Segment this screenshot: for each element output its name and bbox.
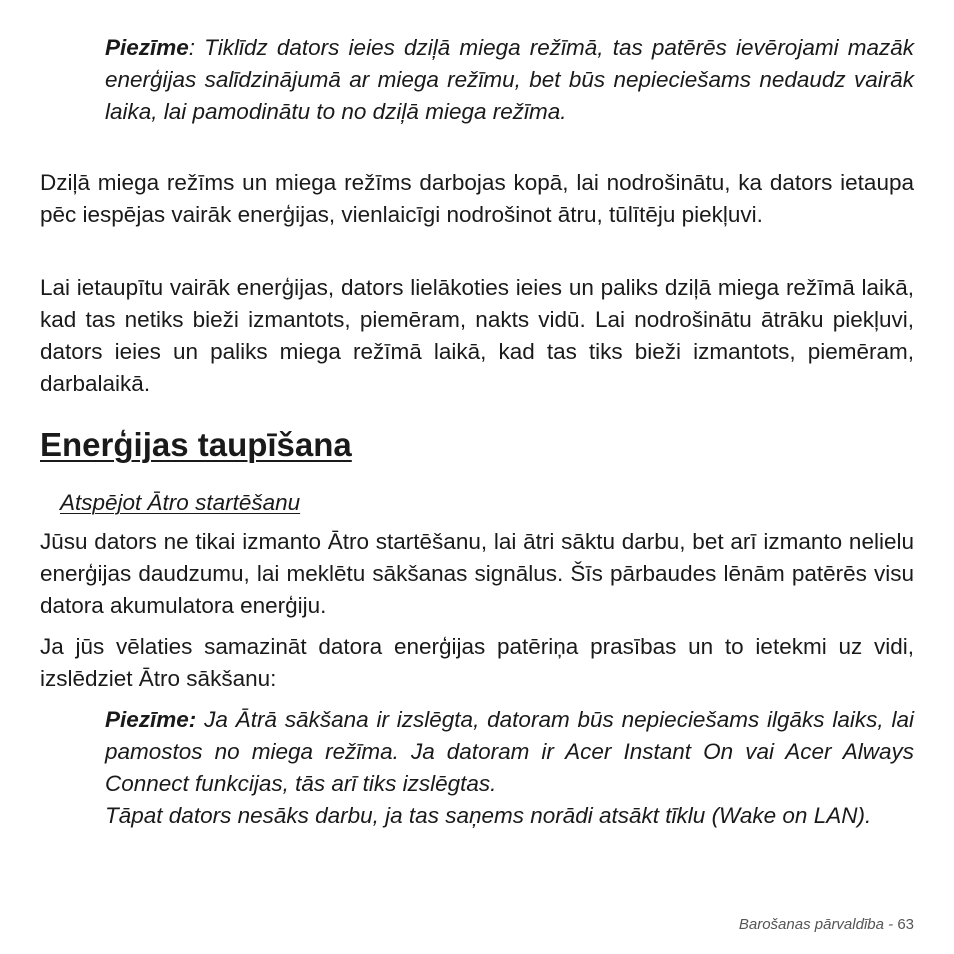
paragraph-disable-instruction: Ja jūs vēlaties samazināt datora enerģijas patēriņa prasības un to ietekmi uz vidi, izslēdziet Ātro sākšanu: bbox=[40, 634, 914, 691]
section-heading: Enerģijas taupīšana bbox=[40, 426, 352, 463]
page-number: 63 bbox=[897, 916, 914, 933]
footer-section-title: Barošanas pārvaldība - bbox=[738, 916, 894, 933]
paragraph-save-energy: Lai ietaupītu vairāk enerģijas, dators lielākoties ieies un paliks dziļā miega režīmā laikā, kad tas netiks bieži izmantots, piemēram, nakts vidū. Lai nodrošinātu ātrāku piekļuvi, dators ieies un paliks miega režīmā laikā, kad tas tiks bieži izmantots, piemēram, darbalaikā. bbox=[40, 275, 914, 396]
disable-fast-startup-link[interactable]: Atspējot Ātro startēšanu bbox=[60, 490, 301, 515]
note-deep-sleep bbox=[105, 32, 914, 128]
paragraph-sleep-together: Dziļā miega režīms un miega režīms darbojas kopā, lai nodrošinātu, ka dators ietaupa pēc iespējas vairāk enerģijas, vienlaicīgi nodrošinot ātru, tūlītēju piekļuvi. bbox=[40, 170, 914, 227]
note-label: Piezīme bbox=[105, 35, 189, 60]
note-text: : Tiklīdz dators ieies dziļā miega režīmā, tas patērēs ievērojami mazāk enerģijas salīdzinājumā ar miega režīmu, bet būs nepieciešams nedaudz vairāk laika, lai pamodinātu to no dziļā miega režīma. bbox=[105, 35, 914, 124]
note-text-wake-on-lan: Tāpat dators nesāks darbu, ja tas saņems norādi atsākt tīklu (Wake on LAN). bbox=[105, 803, 872, 828]
note-text: Ja Ātrā sākšana ir izslēgta, datoram būs nepieciešams ilgāks laiks, lai pamostos no miega režīma. Ja datoram ir Acer Instant On vai Acer Always Connect funkcijas, tās arī tiks izslēgtas. bbox=[105, 707, 914, 796]
note-label: Piezīme: bbox=[105, 707, 197, 732]
note-fast-startup bbox=[105, 704, 914, 832]
page-footer bbox=[739, 916, 914, 933]
paragraph-fast-startup: Jūsu dators ne tikai izmanto Ātro startēšanu, lai ātri sāktu darbu, bet arī izmanto nelielu enerģijas daudzumu, lai meklētu sākšanas signālus. Šīs pārbaudes lēnām patērēs visu datora akumulatora enerģiju. bbox=[40, 529, 914, 618]
